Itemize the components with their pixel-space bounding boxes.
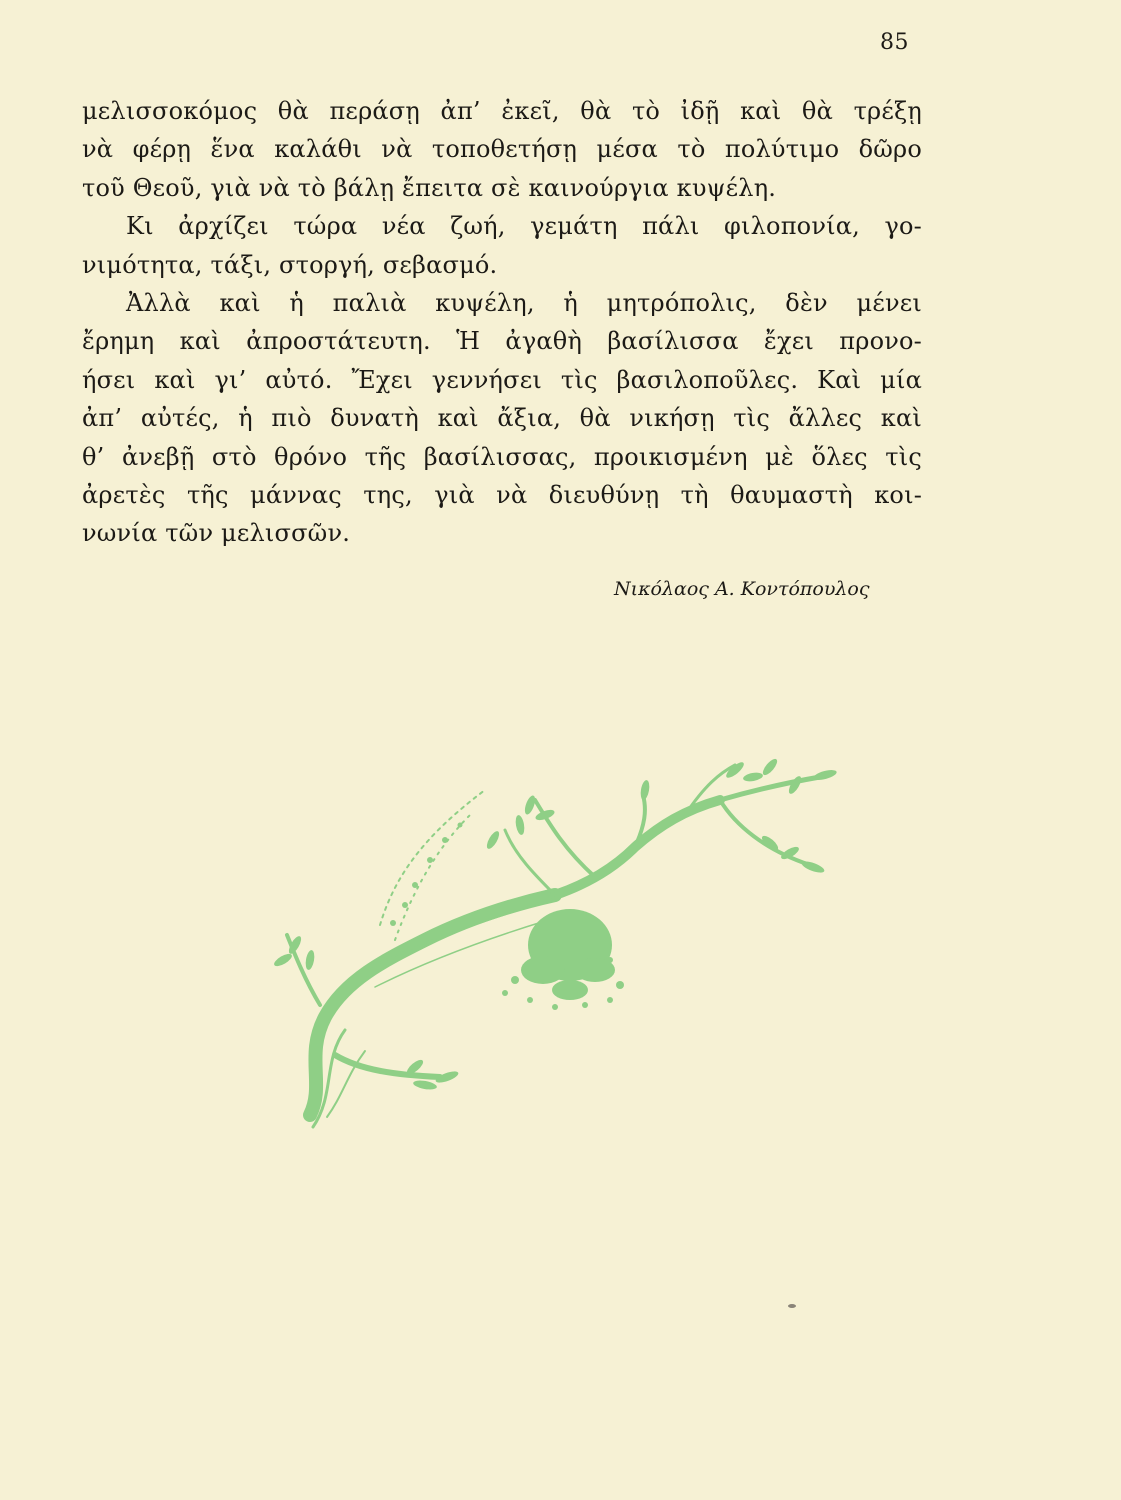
- tree-branch-with-bee-swarm-icon: [265, 755, 905, 1150]
- paper-speck: [788, 1304, 796, 1308]
- text-line: Ἀλλὰ καὶ ἡ παλιὰ κυψέλη, ἡ μητρόπολις, δὲν μένει: [126, 288, 922, 317]
- text-line: τοῦ Θεοῦ, γιὰ νὰ τὸ βάλῃ ἔπειτα σὲ καινούργια κυψέλη.: [82, 173, 777, 202]
- body-text: [82, 92, 922, 553]
- text-line: ἔρημη καὶ ἀπροστάτευτη. Ἡ ἀγαθὴ βασίλισσα ἔχει προνο-: [82, 327, 922, 356]
- text-line: Κι ἀρχίζει τώρα νέα ζωή, γεμάτη πάλι φιλοπονία, γο-: [126, 212, 922, 241]
- text-line: νωνία τῶν μελισσῶν.: [82, 519, 351, 548]
- author-signature: Νικόλαος Α. Κοντόπουλος: [614, 578, 870, 600]
- text-line: ἀπ’ αὐτές, ἡ πιὸ δυνατὴ καὶ ἄξια, θὰ νικήσῃ τὶς ἄλλες καὶ: [82, 404, 922, 433]
- text-line: νιμότητα, τάξι, στοργή, σεβασμό.: [82, 250, 498, 279]
- text-line: ήσει καὶ γι’ αὐτό. Ἔχει γεννήσει τὶς βασιλοποῦλες. Καὶ μία: [82, 365, 922, 394]
- text-line: νὰ φέρῃ ἕνα καλάθι νὰ τοποθετήσῃ μέσα τὸ πολύτιμο δῶρο: [82, 135, 922, 164]
- text-line: μελισσοκόμος θὰ περάσῃ ἀπ’ ἐκεῖ, θὰ τὸ ἰδῇ καὶ θὰ τρέξῃ: [82, 97, 922, 125]
- text-line: θ’ ἀνεβῇ στὸ θρόνο τῆς βασίλισσας, προικισμένη μὲ ὅλες τὶς: [82, 442, 922, 471]
- page-number: 85: [880, 30, 909, 55]
- text-line: ἀρετὲς τῆς μάννας της, γιὰ νὰ διευθύνῃ τὴ θαυμαστὴ κοι-: [82, 480, 922, 509]
